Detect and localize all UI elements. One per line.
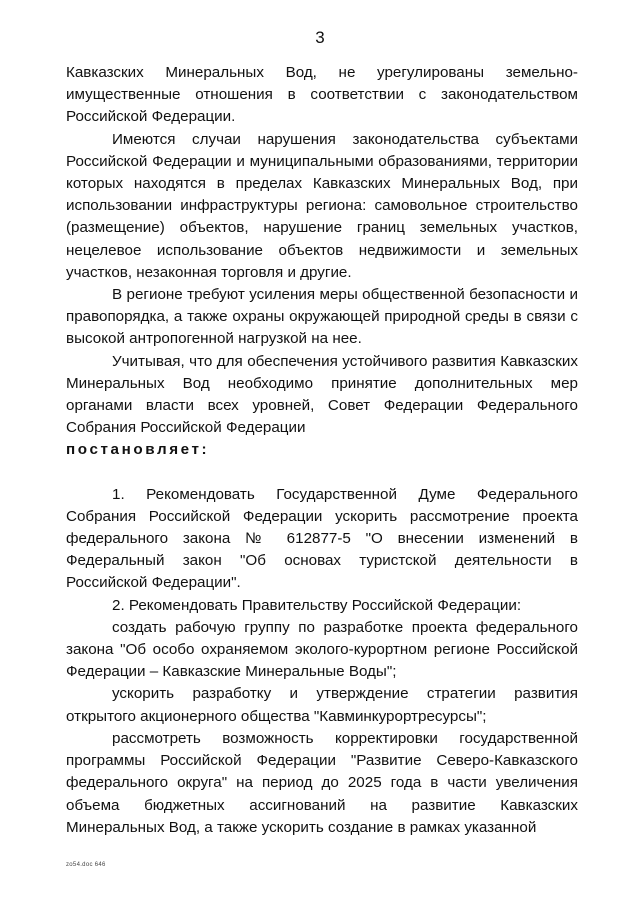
subitem-state-program: рассмотреть возможность корректировки государственной программы Российской Федерации "Развитие Северо-Кавказского федерального округа" на период до 2025 года в части увеличения объема бюджетных ассигнований на развитие Кавказских Минеральных Вод, а также ускорить создание в рамках указанной [66, 729, 578, 836]
document-body [66, 62, 578, 839]
footer-doc-code: zo54.doc 646 [66, 862, 106, 868]
paragraph-violations: Имеются случаи нарушения законодательства субъектами Российской Федерации и муниципальными образованиями, территории которых находятся в пределах Кавказских Минеральных Вод, при использовании инфраструктуры региона: самовольное строительство (размещение) объектов, нарушение границ земельных участков, нецелевое использование объектов недвижимости и земельных участков, незаконная торговля и другие. [66, 130, 578, 281]
subitem-working-group: создать рабочую группу по разработке проекта федерального закона "Об особо охраняемом эколого-курортном регионе Российской Федерации – Кавказские Минеральные Воды"; [66, 618, 578, 681]
resolution-item-2: 2. Рекомендовать Правительству Российской Федерации: [112, 596, 522, 614]
subitem-strategy: ускорить разработку и утверждение стратегии развития открытого акционерного общества "Кавминкурортресурсы"; [66, 685, 578, 725]
paragraph-gap [66, 462, 578, 484]
paragraph-land-relations: Кавказских Минеральных Вод, не урегулированы земельно-имущественные отношения в соответствии с законодательством Российской Федерации. [66, 64, 578, 126]
resolves-keyword: постановляет: [66, 441, 210, 459]
resolution-item-1: 1. Рекомендовать Государственной Думе Федерального Собрания Российской Федерации ускорить рассмотрение проекта федерального закона № 612877-5 "О внесении изменений в Федеральный закон "Об основах туристской деятельности в Российской Федерации". [66, 485, 578, 592]
page-number: 3 [315, 28, 325, 47]
paragraph-public-safety: В регионе требуют усиления меры общественной безопасности и правопорядка, а также охраны окружающей природной среды в связи с высокой антропогенной нагрузкой на нее. [66, 286, 578, 348]
paragraph-considering: Учитывая, что для обеспечения устойчивого развития Кавказских Минеральных Вод необходимо принятие дополнительных мер органами власти всех уровней, Совет Федерации Федерального Собрания Российской Федерации [66, 352, 578, 437]
